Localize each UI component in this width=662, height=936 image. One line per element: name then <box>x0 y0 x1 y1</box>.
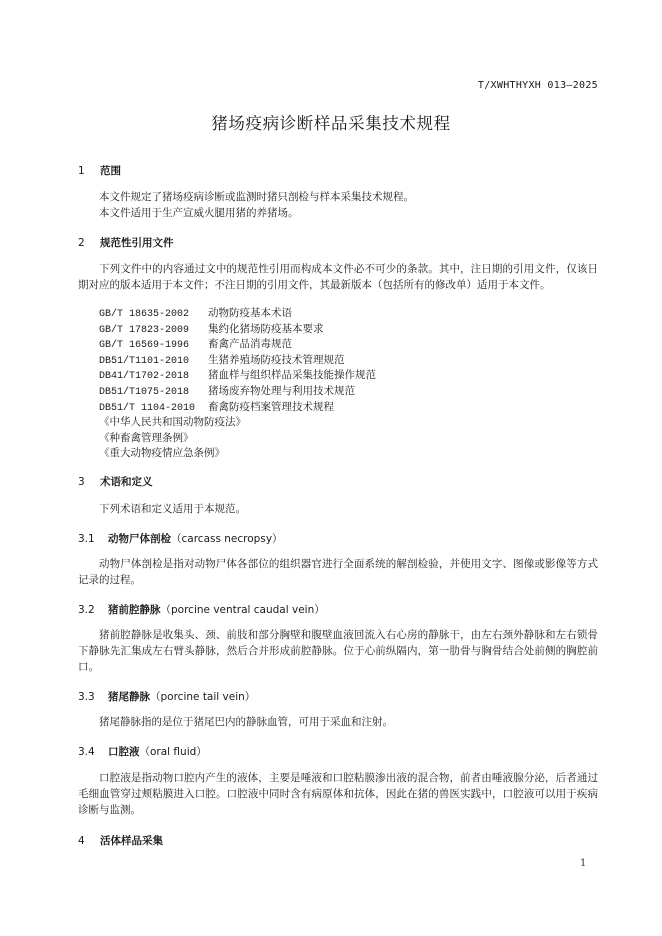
section-title-english: （oral fluid） <box>139 746 207 758</box>
paragraph: 猪前腔静脉是收集头、颈、前肢和部分胸壁和腹壁血液回流入右心房的静脉干，由左右颈外静脉和左右锁骨下静脉先汇集成左右臂头静脉，然后合并形成前腔静脉。位于心前纵隔内，第一肋骨与胸骨结合处前侧的胸腔前口。 <box>78 629 598 673</box>
paragraph: 猪尾静脉指的是位于猪尾巴内的静脉血管，可用于采血和注射。 <box>99 716 393 728</box>
section-title-english: （porcine ventral caudal vein） <box>160 604 325 616</box>
subsection-heading-3-2 <box>78 602 325 617</box>
paragraph: 口腔液是指动物口腔内产生的液体，主要是唾液和口腔粘膜渗出液的混合物，前者由唾液腺分泌，后者通过毛细血管穿过颊粘膜进入口腔。口腔液中同时含有病原体和抗体，因此在猪的兽医实践中，口腔液可以用于疾病诊断与监测。 <box>78 772 598 816</box>
section-number: 3.2 <box>78 604 95 616</box>
subsection-heading-3-1 <box>78 531 283 546</box>
reference-code: GB/T 17823-2009 <box>99 324 190 336</box>
reference-code: GB/T 16569-1996 <box>99 340 190 352</box>
reference-name: 猪血样与组织样品采集技能操作规范 <box>208 369 376 382</box>
reference-name: 《种畜禽管理条例》 <box>99 431 194 444</box>
section-number: 2 <box>78 237 85 249</box>
section-number: 3.1 <box>78 533 95 545</box>
reference-name: 《中华人民共和国动物防疫法》 <box>99 416 246 429</box>
paragraph: 下列术语和定义适用于本规范。 <box>99 503 246 515</box>
reference-item <box>99 353 376 369</box>
subsection-heading-3-4 <box>78 744 207 759</box>
reference-code: DB51/T 1104-2010 <box>99 402 196 414</box>
section-title-english: （carcass necropsy） <box>171 533 283 545</box>
section-title: 猪前腔静脉 <box>108 604 161 616</box>
section-heading-3 <box>78 474 153 489</box>
reference-item <box>99 322 376 338</box>
reference-code: DB51/T1075-2018 <box>99 386 190 398</box>
paragraph: 动物尸体剖检是指对动物尸体各部位的组织器官进行全面系统的解剖检验，并使用文字、图像或影像等方式记录的过程。 <box>78 558 598 586</box>
section-title: 规范性引用文件 <box>100 237 174 249</box>
reference-item <box>99 415 376 431</box>
paragraph: 下列文件中的内容通过文中的规范性引用而构成本文件必不可少的条款。其中，注日期的引用文件，仅该日期对应的版本适用于本文件；不注日期的引用文件，其最新版本（包括所有的修改单）适用于本文件。 <box>78 263 598 291</box>
reference-code: DB51/T1101-2010 <box>99 355 190 367</box>
section-heading-2 <box>78 235 174 250</box>
standard-code: T/XWHTHYXH 013—2025 <box>477 80 598 91</box>
section-title: 猪尾静脉 <box>108 691 150 703</box>
reference-name: 生猪养殖场防疫技术管理规范 <box>208 353 345 366</box>
section-title: 术语和定义 <box>100 476 153 488</box>
section-number: 3.4 <box>78 746 95 758</box>
section-heading-1 <box>78 163 121 178</box>
reference-item <box>99 446 376 462</box>
paragraph: 本文件规定了猪场疫病诊断或监测时猪只剖检与样本采集技术规程。 <box>99 191 414 203</box>
reference-item <box>99 306 376 322</box>
reference-name: 猪场废弃物处理与利用技术规范 <box>208 384 355 397</box>
reference-name: 畜禽产品消毒规范 <box>208 338 292 351</box>
section-heading-4 <box>78 833 163 848</box>
page-number: 1 <box>580 858 587 869</box>
section-title-english: （porcine tail vein） <box>150 691 256 703</box>
section-number: 1 <box>78 165 85 177</box>
section-title: 范围 <box>100 165 121 177</box>
reference-name: 《重大动物疫情应急条例》 <box>99 447 225 460</box>
section-number: 4 <box>78 835 85 847</box>
reference-item <box>99 384 376 400</box>
section-title: 口腔液 <box>108 746 140 758</box>
reference-item <box>99 337 376 353</box>
reference-code: DB41/T1702-2018 <box>99 371 190 383</box>
normative-reference-list <box>99 306 376 462</box>
section-number: 3.3 <box>78 691 95 703</box>
reference-item <box>99 368 376 384</box>
reference-name: 集约化猪场防疫基本要求 <box>208 322 324 335</box>
document-title: 猪场疫病诊断样品采集技术规程 <box>211 114 451 133</box>
reference-item <box>99 400 376 416</box>
reference-item <box>99 431 376 447</box>
section-title: 活体样品采集 <box>100 835 163 847</box>
reference-code: GB/T 18635-2002 <box>99 309 190 320</box>
reference-name: 动物防疫基本术语 <box>208 307 292 319</box>
paragraph: 本文件适用于生产宣威火腿用猪的养猪场。 <box>99 207 299 219</box>
section-number: 3 <box>78 476 85 488</box>
section-title: 动物尸体剖检 <box>108 533 171 545</box>
reference-name: 畜禽防疫档案管理技术规程 <box>208 400 334 413</box>
subsection-heading-3-3 <box>78 689 255 704</box>
